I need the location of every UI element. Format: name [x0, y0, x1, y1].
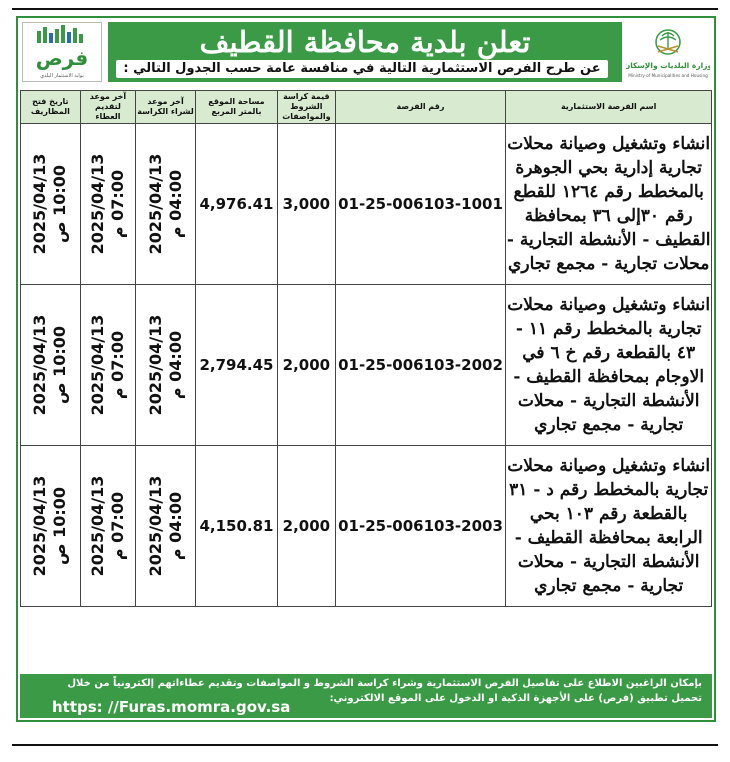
last-buy-date: 2025/04/13 04:00 م: [145, 153, 185, 255]
last-submit-date: 2025/04/13 07:00 م: [87, 475, 127, 577]
last-submit-cell: [80, 285, 136, 446]
last-buy-date: 2025/04/13 04:00 م: [145, 314, 185, 416]
ministry-logo: [626, 22, 710, 82]
last-buy-cell: [136, 285, 196, 446]
ad-subtitle: عن طرح الفرص الاستثمارية التالية في منافسة عامة حسب الجدول التالي :: [116, 60, 608, 78]
last-submit-cell: [80, 446, 136, 607]
footer-line-1: بإمكان الراغبين الاطلاع على تفاصيل الفرص الاستثمارية وشراء كراسة الشروط و المواصفات وتقديم عطاءاتهم إلكترونياً من خلال: [67, 678, 702, 689]
palm-swords-icon: [626, 22, 710, 82]
header-last-submit: آخر موعد لتقديم العطاء: [80, 91, 136, 124]
ministry-name-en: Ministry of Municipalities and Housing: [628, 73, 708, 78]
last-submit-cell: [80, 124, 136, 285]
furas-website-link[interactable]: https: //Furas.momra.gov.sa: [52, 698, 291, 716]
table-header-row: [21, 91, 712, 124]
site-area: 4,976.41: [195, 124, 277, 285]
header-booklet-price: قيمة كراسة الشروط والمواصفات: [278, 91, 336, 124]
table-row: [21, 446, 712, 607]
top-rule: [12, 8, 718, 10]
advertisement: [16, 16, 716, 722]
footer-line-2: تحميل تطبيق (فرص) على الأجهزة الذكية او الدخول على الموقع الالكتروني:: [329, 693, 702, 704]
furas-caption: بوابة الاستثمار البلدي: [40, 73, 84, 79]
title-banner: [108, 22, 622, 82]
opportunity-name: انشاء وتشغيل وصيانة محلات تجارية بالمخطط رقم د - ٣١ بالقطعة رقم ١٠٣ بحي الرابعة بمحافظة القطيف - الأنشطة التجارية - محلات تجارية - مجمع تجاري: [506, 446, 712, 607]
booklet-price: 2,000: [278, 285, 336, 446]
opportunity-number: 01-25-006103-1001: [335, 124, 506, 285]
furas-logo-text: فرص: [35, 46, 89, 70]
last-buy-cell: [136, 446, 196, 607]
last-buy-date: 2025/04/13 04:00 م: [145, 475, 185, 577]
ministry-name-ar: وزارة البلديات والإسكان: [626, 61, 710, 70]
header-area: مساحة الموقع بالمتر المربع: [195, 91, 277, 124]
opening-cell: [21, 285, 81, 446]
last-submit-date: 2025/04/13 07:00 م: [87, 153, 127, 255]
header-last-buy: آخر موعد لشراء الكراسة: [136, 91, 196, 124]
ad-title: تعلن بلدية محافظة القطيف: [199, 25, 531, 59]
booklet-price: 3,000: [278, 124, 336, 285]
table-row: [21, 124, 712, 285]
opportunity-name: انشاء وتشغيل وصيانة محلات تجارية بالمخطط رقم ١١ - ٤٣ بالقطعة رقم خ ٦ في الاوجام بمحافظة القطيف - الأنشطة التجارية - محلات تجارية - مجمع تجاري: [506, 285, 712, 446]
last-buy-cell: [136, 124, 196, 285]
opportunity-number: 01-25-006103-2003: [335, 446, 506, 607]
opening-cell: [21, 446, 81, 607]
header-name: اسم الفرصة الاستثمارية: [506, 91, 712, 124]
header-opening: تاريخ فتح المظاريف: [21, 91, 81, 124]
last-submit-date: 2025/04/13 07:00 م: [87, 314, 127, 416]
site-area: 2,794.45: [195, 285, 277, 446]
opportunities-table: [20, 90, 712, 607]
opportunity-number: 01-25-006103-2002: [335, 285, 506, 446]
table-row: [21, 285, 712, 446]
bottom-rule: [12, 744, 718, 746]
opening-date: 2025/04/13 10:00 ص: [30, 153, 70, 255]
opening-date: 2025/04/13 10:00 ص: [30, 314, 70, 416]
site-area: 4,150.81: [195, 446, 277, 607]
opportunity-name: انشاء وتشغيل وصيانة محلات تجارية إدارية بحي الجوهرة بالمخطط رقم ١٢٦٤ للقطع رقم ٣٠إلى ٣٦ بمحافظة القطيف - الأنشطة التجارية - محلات تجارية - مجمع تجاري: [506, 124, 712, 285]
opening-date: 2025/04/13 10:00 ص: [30, 475, 70, 577]
booklet-price: 2,000: [278, 446, 336, 607]
ad-footer: [20, 674, 712, 718]
header-number: رقم الفرصة: [335, 91, 506, 124]
opening-cell: [21, 124, 81, 285]
ad-header: [18, 18, 714, 86]
furas-logo: [22, 22, 102, 82]
furas-skyline-icon: [23, 23, 101, 81]
